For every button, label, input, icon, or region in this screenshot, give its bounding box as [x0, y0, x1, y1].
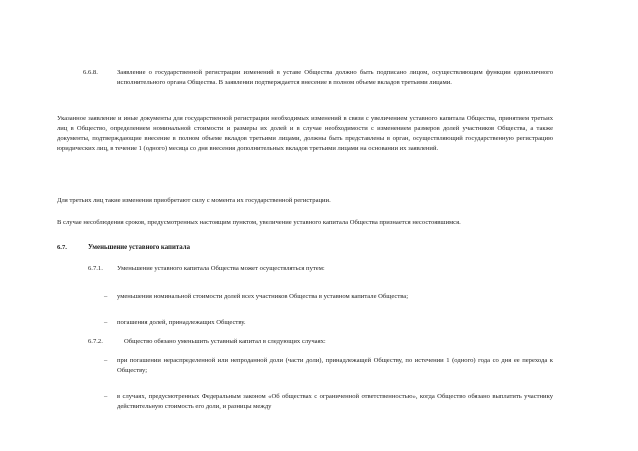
clause-6-7-1-text: Уменьшение уставного капитала Общества может осуществляться путем: [117, 265, 325, 272]
list-dash: – [104, 393, 108, 400]
clause-number-6-7-2: 6.7.2. [88, 338, 103, 345]
paragraph-documents: Указанное заявление и иные документы для государственной регистрации необходимых изменений в связи с увеличением уставного капитала Общества, принятием третьих лиц в Общество, определением номинальной стоимости и размеры их долей и в случае необходимости с изменением размеров долей участников Общества, а также документы, подтверждающие внесение в полном объеме вкладов третьими лицами, должны быть представлены в орган, осуществляющий государственную регистрацию юридических лиц, в течение 1 (одного) месяца со дня внесения дополнительных вкладов третьими лицами на основании их заявлений. [57, 115, 553, 152]
list-item-6-7-2-a: при погашении нераспределенной или непроданной доли (части доли), принадлежащей Обществу, по истечении 1 (одного) года со дня ее перехода к Обществу; [117, 357, 553, 374]
list-item-6-7-2-b: в случаях, предусмотренных Федеральным законом «Об обществах с ограниченной ответственностью», когда Общество обязано выплатить участнику действительную стоимость его доли, и разницы между [117, 393, 553, 410]
list-item-6-7-1-b: погашения долей, принадлежащих Обществу. [117, 319, 246, 326]
section-number-6-7: 6.7. [57, 244, 67, 251]
clause-number-6-7-1: 6.7.1. [88, 265, 103, 272]
paragraph-noncompliance: В случае несоблюдения сроков, предусмотренных настоящим пунктом, увеличение уставного капитала Общества признается несостоявшимся. [57, 219, 461, 226]
paragraph-force: Для третьих лиц такие изменения приобретают силу с момента их государственной регистрации. [57, 197, 331, 204]
section-title-6-7: Уменьшение уставного капитала [88, 244, 190, 251]
clause-6-6-8-text: Заявление о государственной регистрации изменений в уставе Общества должно быть подписано лицом, осуществляющим функции единоличного исполнительного органа Общества. В заявлении подтверждается внесение в полном объеме вкладов третьими лицами. [117, 69, 553, 86]
list-dash: – [104, 293, 108, 300]
list-dash: – [104, 319, 108, 326]
clause-6-7-2-text: Общество обязано уменьшить уставный капитал в следующих случаях: [124, 338, 326, 345]
list-dash: – [104, 357, 108, 364]
clause-number-6-6-8: 6.6.8. [83, 69, 98, 76]
list-item-6-7-1-a: уменьшения номинальной стоимости долей всех участников Общества в уставном капитале Общества; [117, 293, 409, 300]
